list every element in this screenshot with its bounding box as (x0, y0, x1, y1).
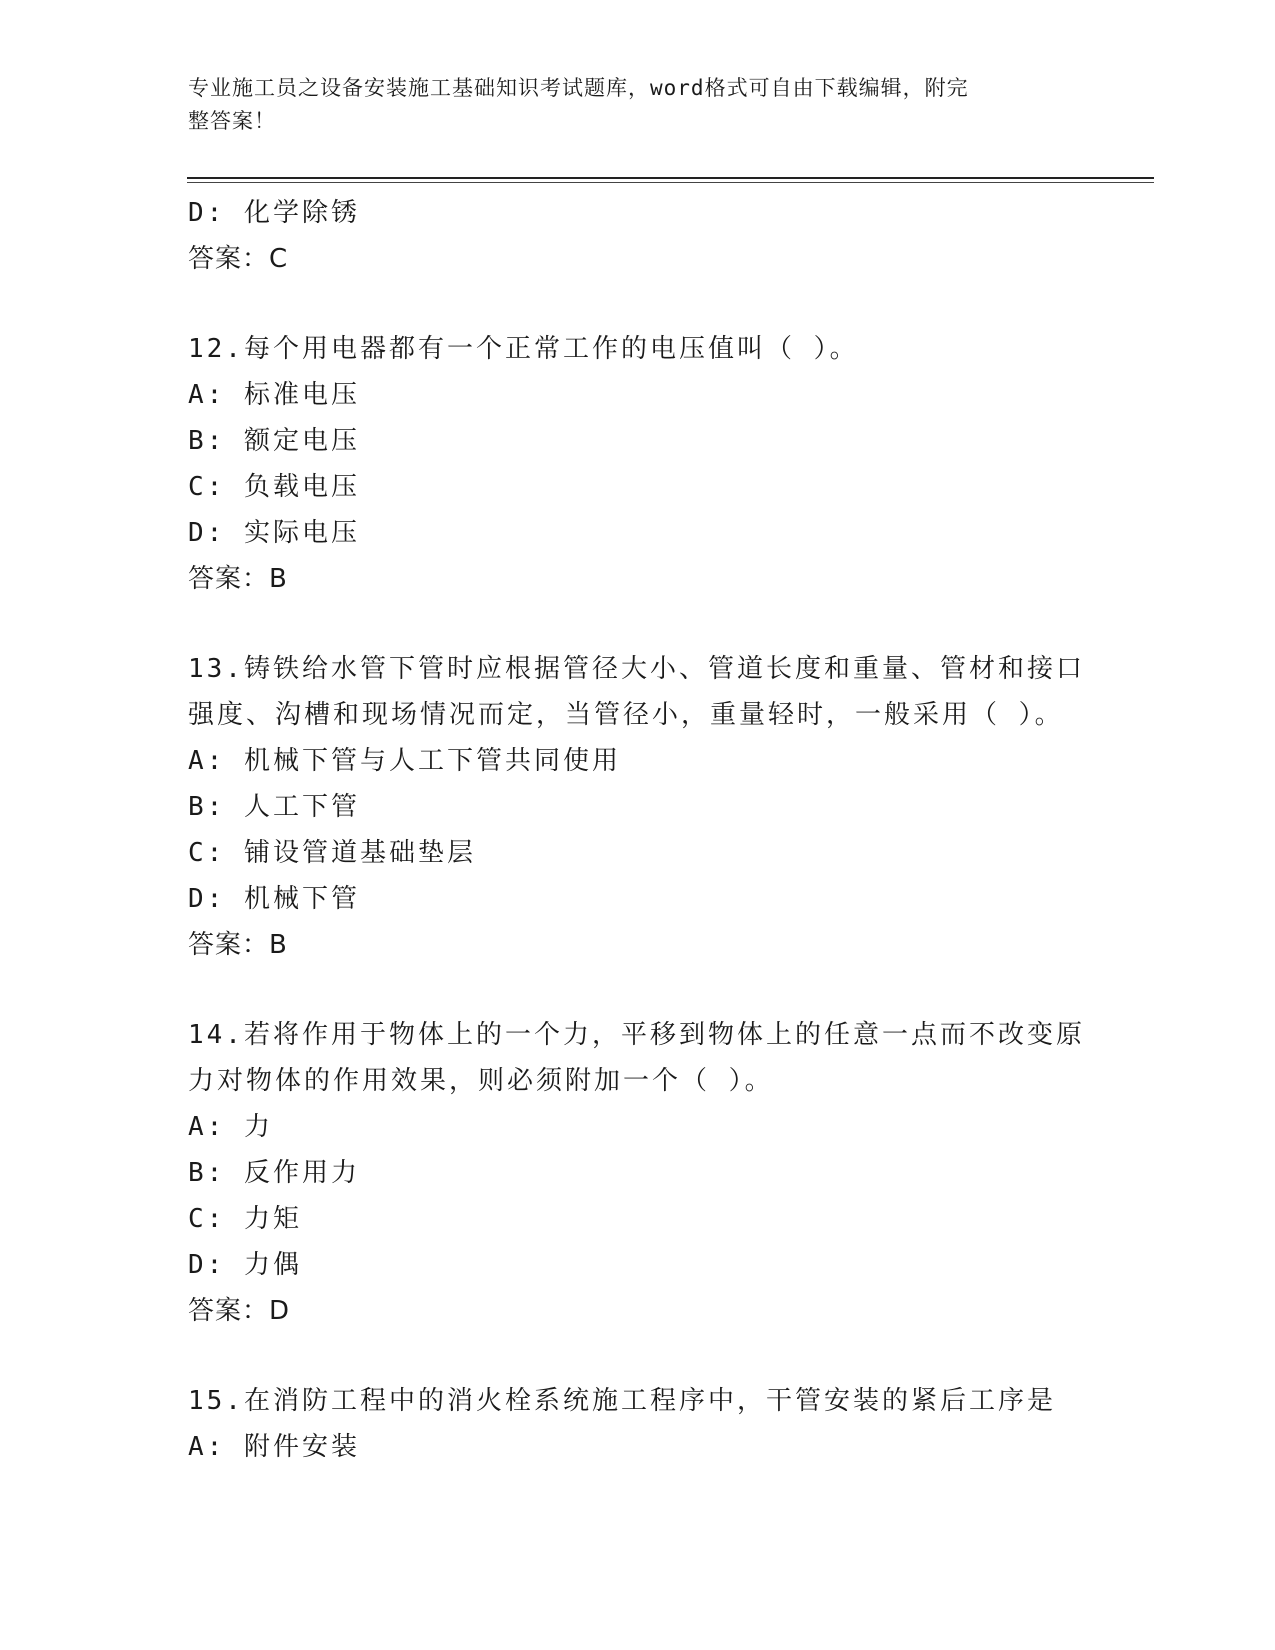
header-line-2: 整答案！ (188, 109, 276, 133)
option-b: B: 额定电压 (188, 426, 360, 456)
option-a: A: 附件安装 (188, 1432, 360, 1462)
question-stem-line-1: 14.若将作用于物体上的一个力，平移到物体上的任意一点而不改变原 (188, 1020, 1085, 1050)
answer: 答案：D (188, 1296, 291, 1326)
option-c: C: 力矩 (188, 1204, 302, 1234)
option-b: B: 人工下管 (188, 792, 360, 822)
option-d: D: 实际电压 (188, 518, 360, 548)
header-divider-thin (187, 182, 1154, 183)
question-12 (188, 326, 1088, 602)
header-divider-thick (187, 177, 1154, 179)
prev-answer: 答案：C (188, 244, 289, 274)
option-a: A: 机械下管与人工下管共同使用 (188, 746, 621, 776)
answer: 答案：B (188, 930, 288, 960)
option-d: D: 机械下管 (188, 884, 360, 914)
question-14 (188, 1012, 1088, 1334)
option-a: A: 标准电压 (188, 380, 360, 410)
spacer (188, 968, 1088, 1012)
prev-option-d: D: 化学除锈 (188, 198, 360, 228)
question-15 (188, 1378, 1088, 1470)
answer: 答案：B (188, 564, 288, 594)
spacer (188, 282, 1088, 326)
question-stem-line-2: 强度、沟槽和现场情况而定，当管径小，重量轻时，一般采用（ ）。 (188, 700, 1064, 730)
question-stem: 12.每个用电器都有一个正常工作的电压值叫（ ）。 (188, 334, 859, 364)
option-b: B: 反作用力 (188, 1158, 360, 1188)
spacer (188, 1334, 1088, 1378)
question-stem-line-1: 13.铸铁给水管下管时应根据管径大小、管道长度和重量、管材和接口 (188, 654, 1085, 684)
option-a: A: 力 (188, 1112, 273, 1142)
question-stem: 15.在消防工程中的消火栓系统施工程序中，干管安装的紧后工序是 (188, 1386, 1056, 1416)
document-header (188, 72, 1068, 138)
question-stem-line-2: 力对物体的作用效果，则必须附加一个（ ）。 (188, 1066, 774, 1096)
spacer (188, 602, 1088, 646)
option-c: C: 负载电压 (188, 472, 360, 502)
option-d: D: 力偶 (188, 1250, 302, 1280)
question-13 (188, 646, 1088, 968)
question-list (188, 190, 1088, 1470)
option-c: C: 铺设管道基础垫层 (188, 838, 476, 868)
header-line-1: 专业施工员之设备安装施工基础知识考试题库，word格式可自由下载编辑，附完 (188, 76, 969, 100)
